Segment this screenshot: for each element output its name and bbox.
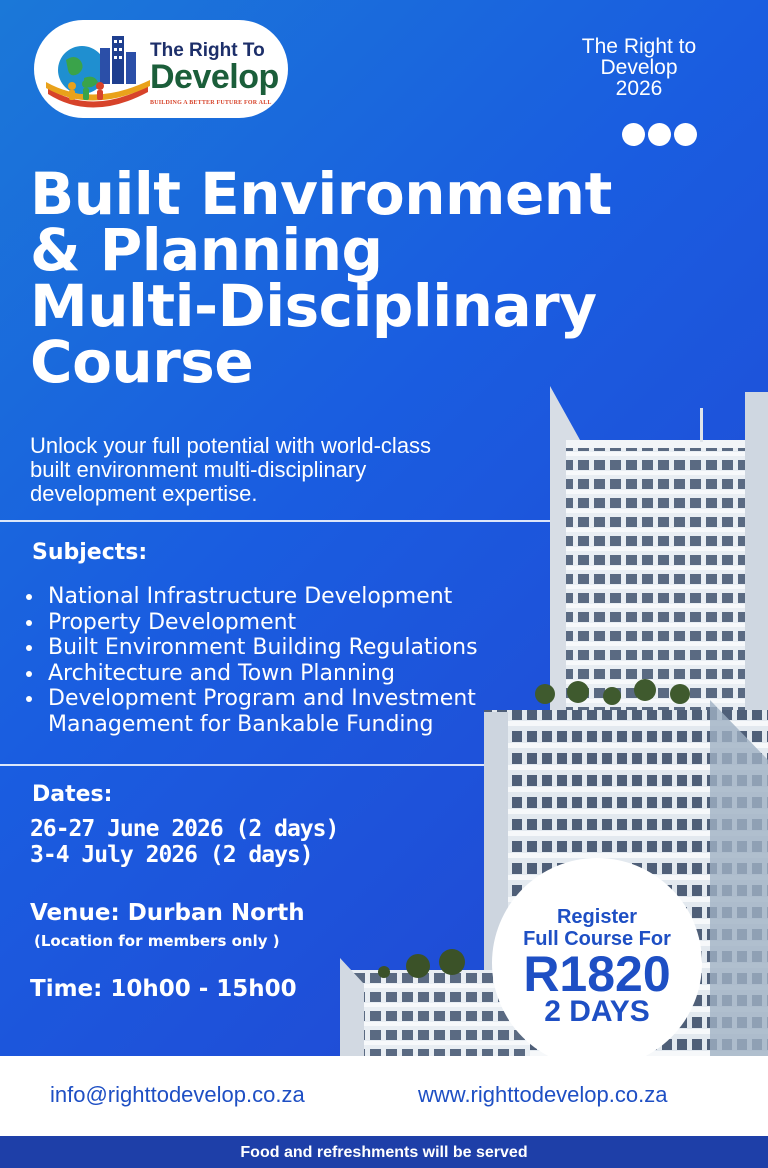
headline-line: Built Environment: [30, 160, 612, 228]
logo-line2: Develop: [150, 58, 279, 96]
headline-line: Course: [30, 328, 254, 396]
website-link[interactable]: www.righttodevelop.co.za: [418, 1082, 668, 1107]
badge-register: Register: [556, 906, 638, 928]
footer-text: Food and refreshments will be served: [240, 1144, 528, 1161]
intro-line: development expertise.: [30, 481, 258, 506]
globe-city-icon: [42, 26, 152, 112]
logo-tagline: BUILDING A BETTER FUTURE FOR ALL: [150, 100, 272, 106]
headline-line: Multi-Disciplinary: [30, 272, 597, 340]
time: Time: 10h00 - 15h00: [30, 976, 297, 1002]
badge-price: R1820: [523, 946, 671, 1002]
headline: [30, 160, 730, 396]
divider: [0, 520, 550, 522]
footer-bar: [0, 1136, 768, 1168]
list-item: Architecture and Town Planning: [22, 661, 478, 687]
list-item: National Infrastructure Development: [22, 584, 478, 610]
logo-line1: The Right To: [150, 40, 265, 61]
contact-bar: [0, 1056, 768, 1136]
dates-heading: Dates:: [32, 782, 113, 807]
badge-full-course: Full Course For: [523, 928, 671, 950]
venue: Venue: Durban North: [30, 900, 305, 926]
date-item: 3-4 July 2026 (2 days): [30, 842, 313, 868]
intro-line: built environment multi-disciplinary: [30, 457, 367, 482]
subjects-list: [22, 584, 478, 737]
venue-note: (Location for members only ): [34, 932, 280, 950]
intro-text: [30, 434, 540, 506]
price-badge[interactable]: [492, 858, 702, 1068]
logo: [34, 20, 288, 118]
date-item: 26-27 June 2026 (2 days): [30, 816, 339, 842]
headline-line: & Planning: [30, 216, 383, 284]
ellipsis-dots-icon: [622, 123, 700, 147]
list-item: Development Program and Investment Management for Bankable Funding: [22, 686, 478, 737]
divider: [0, 764, 484, 766]
list-item: Property Development: [22, 610, 478, 636]
list-item: Built Environment Building Regulations: [22, 635, 478, 661]
corner-title: The Right to Develop 2026: [581, 35, 697, 100]
intro-line: Unlock your full potential with world-class: [30, 433, 432, 458]
badge-duration: 2 DAYS: [544, 995, 650, 1028]
subjects-heading: Subjects:: [32, 540, 148, 565]
email-link[interactable]: info@righttodevelop.co.za: [50, 1082, 305, 1107]
